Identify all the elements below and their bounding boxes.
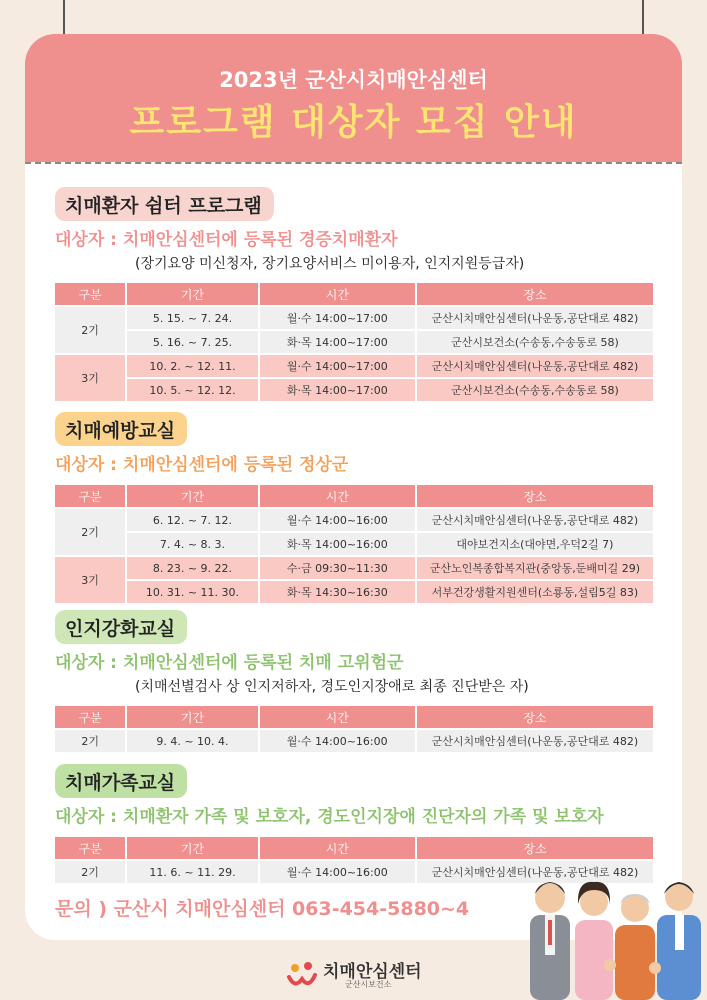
section-badge: 인지강화교실 bbox=[55, 610, 187, 644]
term-cell: 2기 bbox=[55, 861, 125, 883]
time-cell: 화·목 14:30~16:30 bbox=[260, 581, 415, 603]
logo-subtitle: 군산시보건소 bbox=[345, 980, 392, 989]
logo-icon bbox=[285, 959, 319, 989]
period-cell: 5. 15. ~ 7. 24. bbox=[127, 307, 258, 329]
place-cell: 군산노인복종합복지관(중앙동,둔배미길 29) bbox=[417, 557, 653, 579]
place-cell: 군산시보건소(수송동,수송동로 58) bbox=[417, 331, 653, 353]
col-period: 기간 bbox=[127, 837, 258, 859]
section-target: 대상자 : 치매안심센터에 등록된 정상군 bbox=[55, 455, 349, 475]
period-cell: 6. 12. ~ 7. 12. bbox=[127, 509, 258, 531]
place-cell: 군산시치매안심센터(나운동,공단대로 482) bbox=[417, 509, 653, 531]
section-shelter-program bbox=[55, 187, 655, 403]
col-time: 시간 bbox=[260, 485, 415, 507]
poster-card bbox=[25, 34, 682, 940]
col-term: 구분 bbox=[55, 283, 125, 305]
people-illustration bbox=[525, 860, 707, 1000]
schedule-table bbox=[53, 281, 655, 403]
table-row bbox=[55, 509, 653, 531]
header-title: 프로그램 대상자 모집 안내 bbox=[129, 102, 578, 143]
col-time: 시간 bbox=[260, 706, 415, 728]
term-cell: 3기 bbox=[55, 355, 125, 401]
place-cell: 군산시치매안심센터(나운동,공단대로 482) bbox=[417, 730, 653, 752]
term-cell: 2기 bbox=[55, 307, 125, 353]
section-target: 대상자 : 치매안심센터에 등록된 경증치매환자 bbox=[55, 230, 398, 250]
time-cell: 화·목 14:00~16:00 bbox=[260, 533, 415, 555]
section-note: (장기요양 미신청자, 장기요양서비스 미이용자, 인지지원등급자) bbox=[135, 256, 525, 272]
place-cell: 군산시보건소(수송동,수송동로 58) bbox=[417, 379, 653, 401]
section-prevention-class bbox=[55, 412, 655, 605]
table-header-row bbox=[55, 837, 653, 859]
col-time: 시간 bbox=[260, 283, 415, 305]
time-cell: 화·목 14:00~17:00 bbox=[260, 331, 415, 353]
time-cell: 월·수 14:00~17:00 bbox=[260, 307, 415, 329]
col-period: 기간 bbox=[127, 283, 258, 305]
header-subtitle: 2023년 군산시치매안심센터 bbox=[219, 68, 488, 92]
period-cell: 11. 6. ~ 11. 29. bbox=[127, 861, 258, 883]
time-cell: 월·수 14:00~17:00 bbox=[260, 355, 415, 377]
table-row bbox=[55, 379, 653, 401]
term-cell: 2기 bbox=[55, 730, 125, 752]
header-banner bbox=[25, 34, 682, 162]
table-row bbox=[55, 533, 653, 555]
col-term: 구분 bbox=[55, 706, 125, 728]
time-cell: 월·수 14:00~16:00 bbox=[260, 509, 415, 531]
dashed-divider bbox=[25, 162, 682, 164]
period-cell: 10. 31. ~ 11. 30. bbox=[127, 581, 258, 603]
table-header-row bbox=[55, 706, 653, 728]
table-header-row bbox=[55, 283, 653, 305]
place-cell: 군산시치매안심센터(나운동,공단대로 482) bbox=[417, 307, 653, 329]
col-place: 장소 bbox=[417, 837, 653, 859]
col-place: 장소 bbox=[417, 485, 653, 507]
col-period: 기간 bbox=[127, 706, 257, 728]
time-cell: 수·금 09:30~11:30 bbox=[260, 557, 415, 579]
period-cell: 7. 4. ~ 8. 3. bbox=[127, 533, 258, 555]
section-cognitive-class bbox=[55, 610, 655, 754]
table-row bbox=[55, 355, 653, 377]
schedule-table bbox=[53, 704, 655, 754]
logo-name: 치매안심센터 bbox=[323, 962, 422, 982]
col-term: 구분 bbox=[55, 485, 125, 507]
place-cell: 군산시치매안심센터(나운동,공단대로 482) bbox=[417, 861, 653, 883]
section-badge: 치매환자 쉼터 프로그램 bbox=[55, 187, 274, 221]
section-badge: 치매예방교실 bbox=[55, 412, 187, 446]
time-cell: 월·수 14:00~16:00 bbox=[260, 861, 415, 883]
table-row bbox=[55, 581, 653, 603]
col-period: 기간 bbox=[127, 485, 258, 507]
contact-info: 문의 ) 군산시 치매안심센터 063-454-5880~4 bbox=[55, 898, 470, 920]
table-header-row bbox=[55, 485, 653, 507]
place-cell: 대야보건지소(대야면,우덕2길 7) bbox=[417, 533, 653, 555]
schedule-table bbox=[53, 483, 655, 605]
col-place: 장소 bbox=[417, 283, 653, 305]
term-cell: 2기 bbox=[55, 509, 125, 555]
section-note: (치매선별검사 상 인지저하자, 경도인지장애로 최종 진단받은 자) bbox=[135, 679, 529, 695]
section-target: 대상자 : 치매환자 가족 및 보호자, 경도인지장애 진단자의 가족 및 보호자 bbox=[55, 807, 604, 827]
term-cell: 3기 bbox=[55, 557, 125, 603]
col-term: 구분 bbox=[55, 837, 125, 859]
section-badge: 치매가족교실 bbox=[55, 764, 187, 798]
col-place: 장소 bbox=[417, 706, 653, 728]
table-row bbox=[55, 331, 653, 353]
period-cell: 10. 5. ~ 12. 12. bbox=[127, 379, 258, 401]
time-cell: 화·목 14:00~17:00 bbox=[260, 379, 415, 401]
col-time: 시간 bbox=[260, 837, 415, 859]
table-row bbox=[55, 307, 653, 329]
center-logo bbox=[285, 955, 445, 995]
table-row bbox=[55, 557, 653, 579]
table-row bbox=[55, 730, 653, 752]
place-cell: 서부건강생활지원센터(소룡동,설림5길 83) bbox=[417, 581, 653, 603]
time-cell: 월·수 14:00~16:00 bbox=[260, 730, 415, 752]
period-cell: 5. 16. ~ 7. 25. bbox=[127, 331, 258, 353]
period-cell: 9. 4. ~ 10. 4. bbox=[127, 730, 257, 752]
place-cell: 군산시치매안심센터(나운동,공단대로 482) bbox=[417, 355, 653, 377]
period-cell: 8. 23. ~ 9. 22. bbox=[127, 557, 258, 579]
period-cell: 10. 2. ~ 12. 11. bbox=[127, 355, 258, 377]
section-target: 대상자 : 치매안심센터에 등록된 치매 고위험군 bbox=[55, 653, 404, 673]
